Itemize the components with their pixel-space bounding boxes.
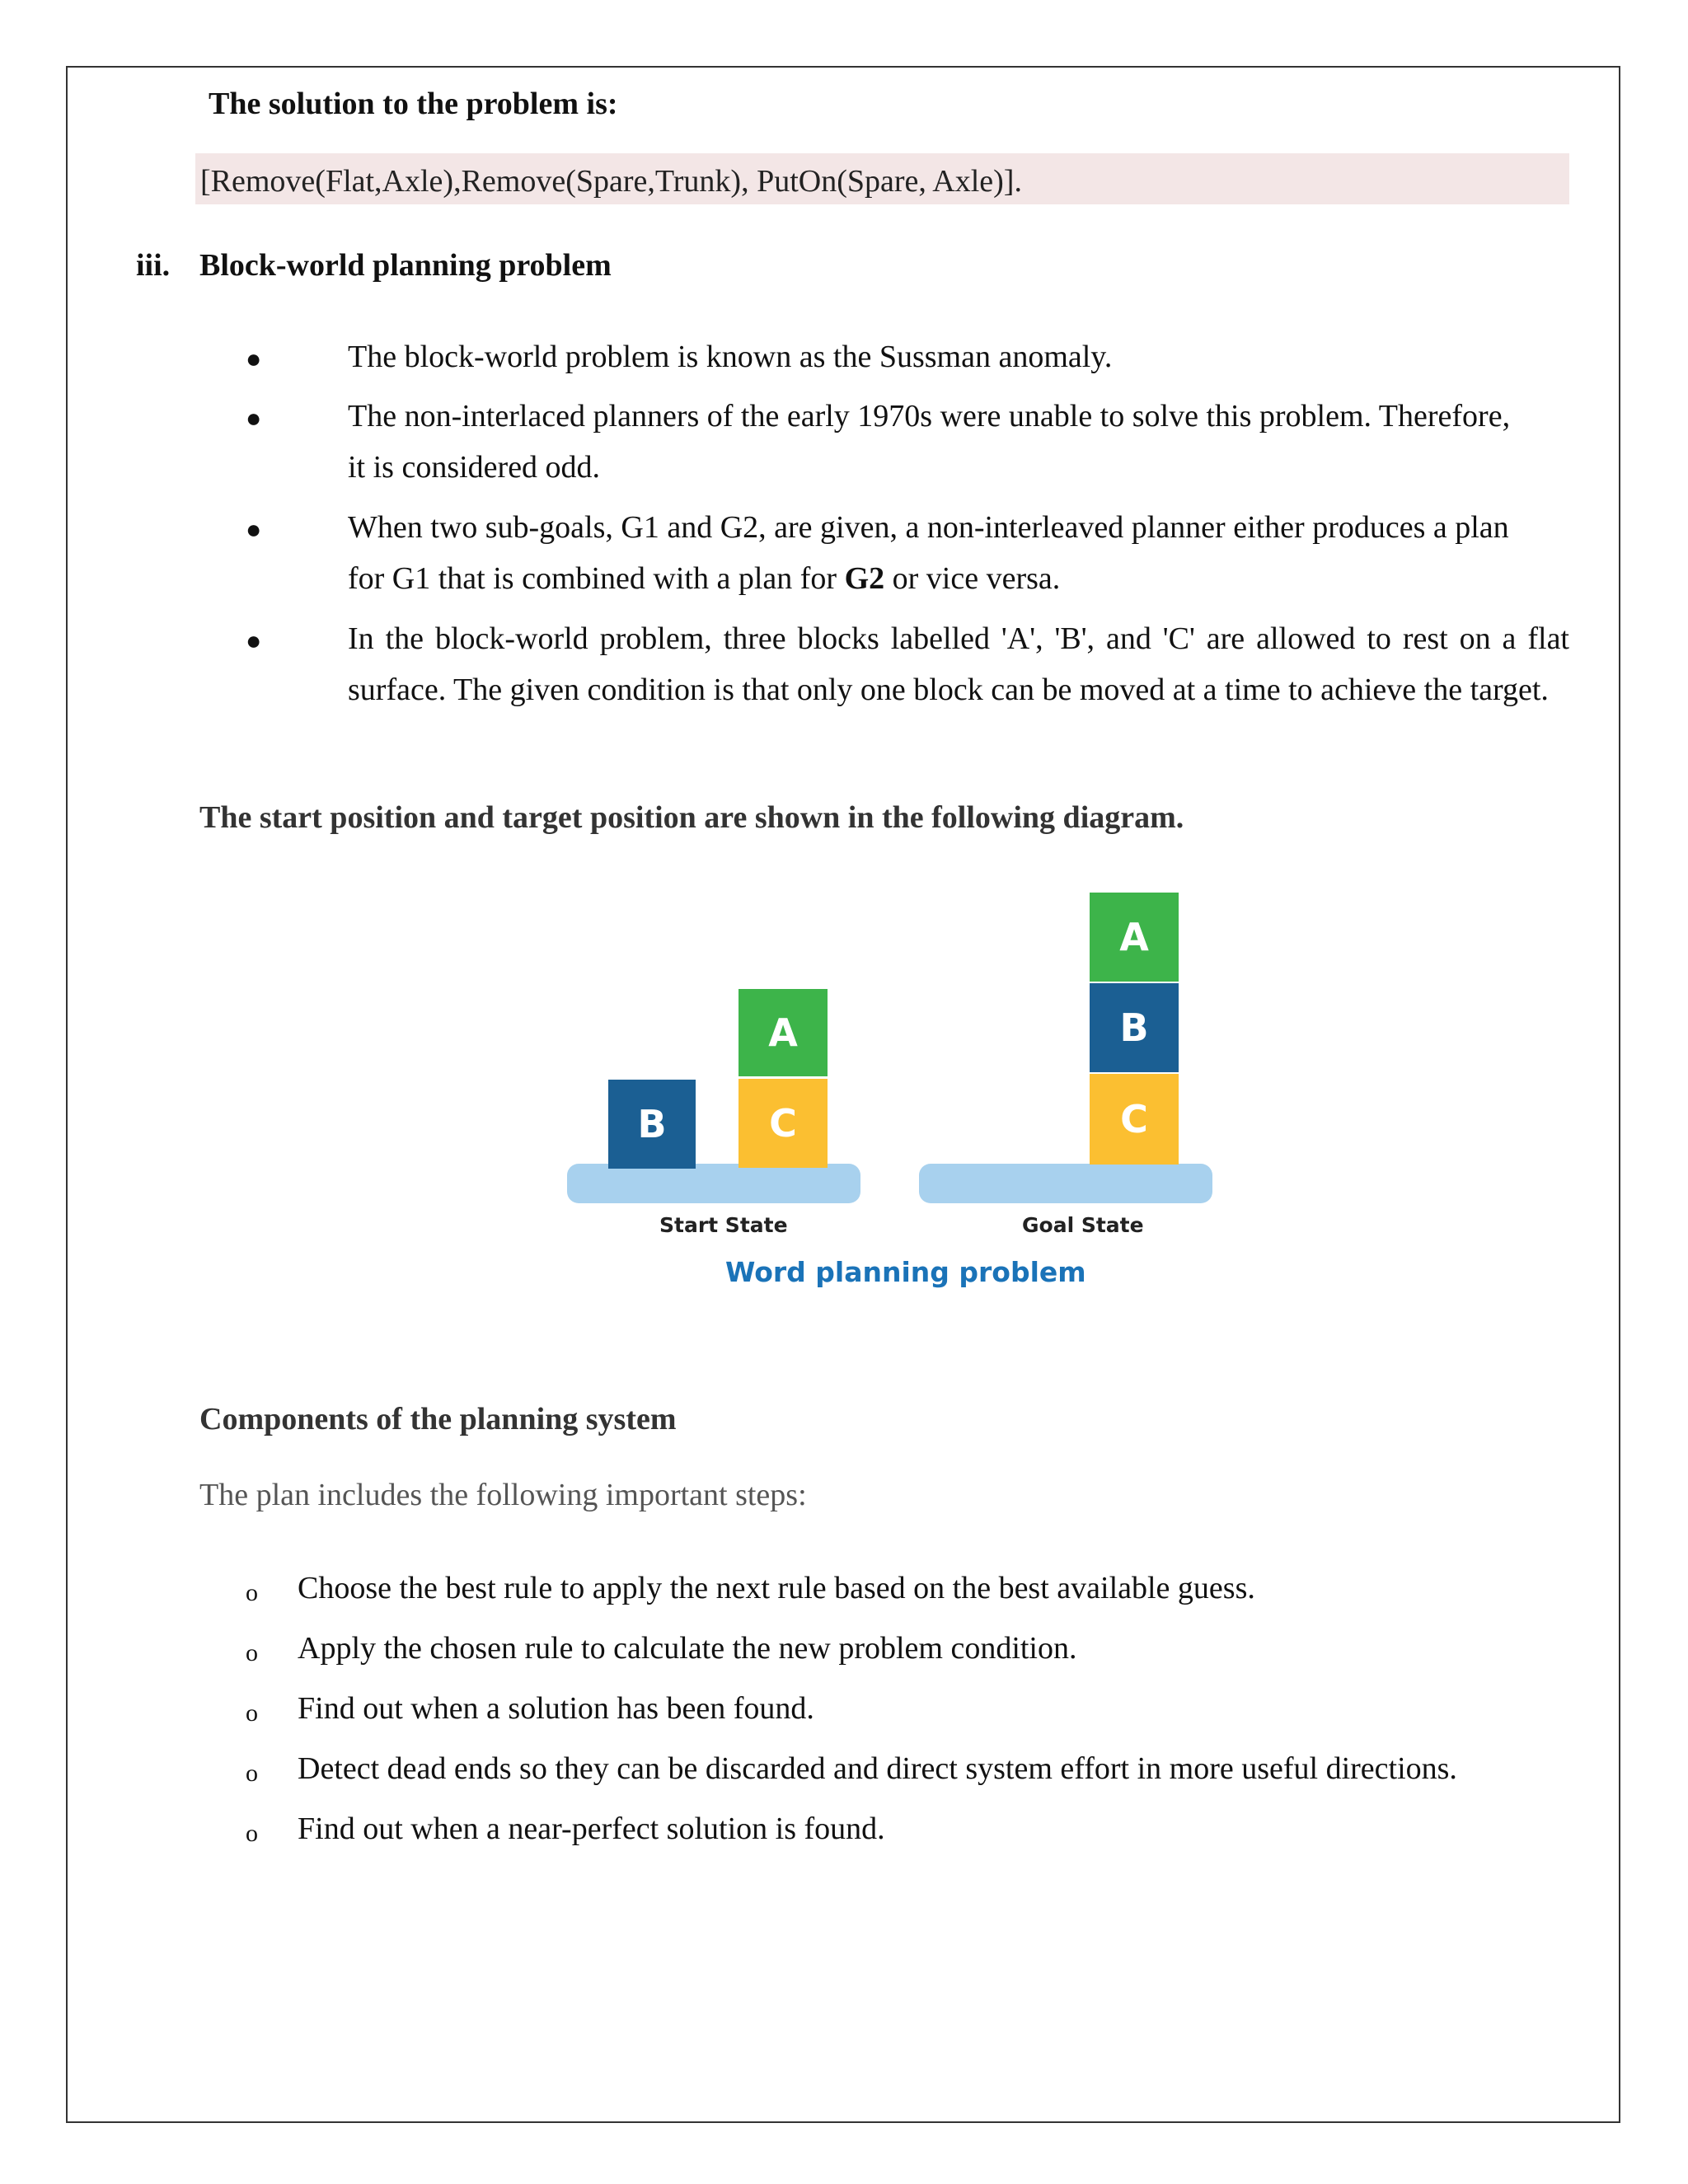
step-item: Find out when a solution has been found. bbox=[298, 1691, 814, 1726]
components-intro: The plan includes the following important steps: bbox=[199, 1478, 807, 1512]
bullet-line-part: for G1 that is combined with a plan for bbox=[348, 561, 845, 596]
solution-heading: The solution to the problem is: bbox=[209, 87, 618, 121]
diagram-caption: The start position and target position are shown in the following diagram. bbox=[199, 800, 1184, 835]
bullet-line: The non-interlaced planners of the early 1970s were unable to solve this problem. Therefore, bbox=[348, 399, 1511, 434]
circle-bullet-icon: o bbox=[246, 1820, 258, 1847]
circle-bullet-icon: o bbox=[246, 1579, 258, 1606]
solution-text: [Remove(Flat,Axle),Remove(Spare,Trunk), PutOn(Spare, Axle)]. bbox=[200, 164, 1022, 199]
circle-bullet-icon: o bbox=[246, 1760, 258, 1787]
start-table bbox=[567, 1164, 860, 1203]
bullet-line: it is considered odd. bbox=[348, 450, 601, 485]
bullet-line-bold: G2 bbox=[844, 561, 885, 596]
bullet-text-4: In the block-world problem, three blocks labelled 'A', 'B', and 'C' are allowed to rest on a flat surface. The given condition is that only one block can be moved at a time to achieve the target. bbox=[348, 621, 1569, 707]
step-item: Find out when a near-perfect solution is found. bbox=[298, 1811, 885, 1846]
diagram-title: Word planning problem bbox=[725, 1256, 1086, 1288]
start-block-c: C bbox=[738, 1079, 828, 1168]
start-block-a: A bbox=[738, 989, 828, 1076]
goal-table bbox=[919, 1164, 1212, 1203]
start-block-b: B bbox=[608, 1080, 696, 1169]
bullet-icon: ● bbox=[246, 403, 262, 433]
goal-block-c: C bbox=[1090, 1074, 1179, 1165]
goal-block-b: B bbox=[1090, 983, 1179, 1072]
section-title: Block-world planning problem bbox=[199, 248, 612, 283]
bullet-icon: ● bbox=[246, 514, 262, 544]
circle-bullet-icon: o bbox=[246, 1699, 258, 1727]
bullet-line bbox=[348, 553, 1569, 604]
circle-bullet-icon: o bbox=[246, 1639, 258, 1666]
bullet-line-part: or vice versa. bbox=[884, 561, 1061, 596]
goal-block-a: A bbox=[1090, 893, 1179, 982]
bullet-icon: ● bbox=[246, 626, 262, 655]
step-item: Apply the chosen rule to calculate the new problem condition. bbox=[298, 1631, 1077, 1666]
bullet-text-3 bbox=[348, 502, 1569, 604]
components-title: Components of the planning system bbox=[199, 1402, 677, 1436]
bullet-line: The block-world problem is known as the Sussman anomaly. bbox=[348, 340, 1113, 374]
step-item: Choose the best rule to apply the next rule based on the best available guess. bbox=[298, 1571, 1255, 1605]
bullet-text-2 bbox=[348, 391, 1569, 493]
goal-state-label: Goal State bbox=[1022, 1213, 1144, 1237]
bullet-icon: ● bbox=[246, 344, 262, 373]
step-item: Detect dead ends so they can be discarded and direct system effort in more useful directions. bbox=[298, 1751, 1457, 1786]
bullet-text-1 bbox=[348, 331, 1569, 382]
start-state-label: Start State bbox=[659, 1213, 788, 1237]
section-number: iii. bbox=[136, 248, 171, 283]
bullet-line: When two sub-goals, G1 and G2, are given, a non-interleaved planner either produces a plan bbox=[348, 510, 1509, 545]
